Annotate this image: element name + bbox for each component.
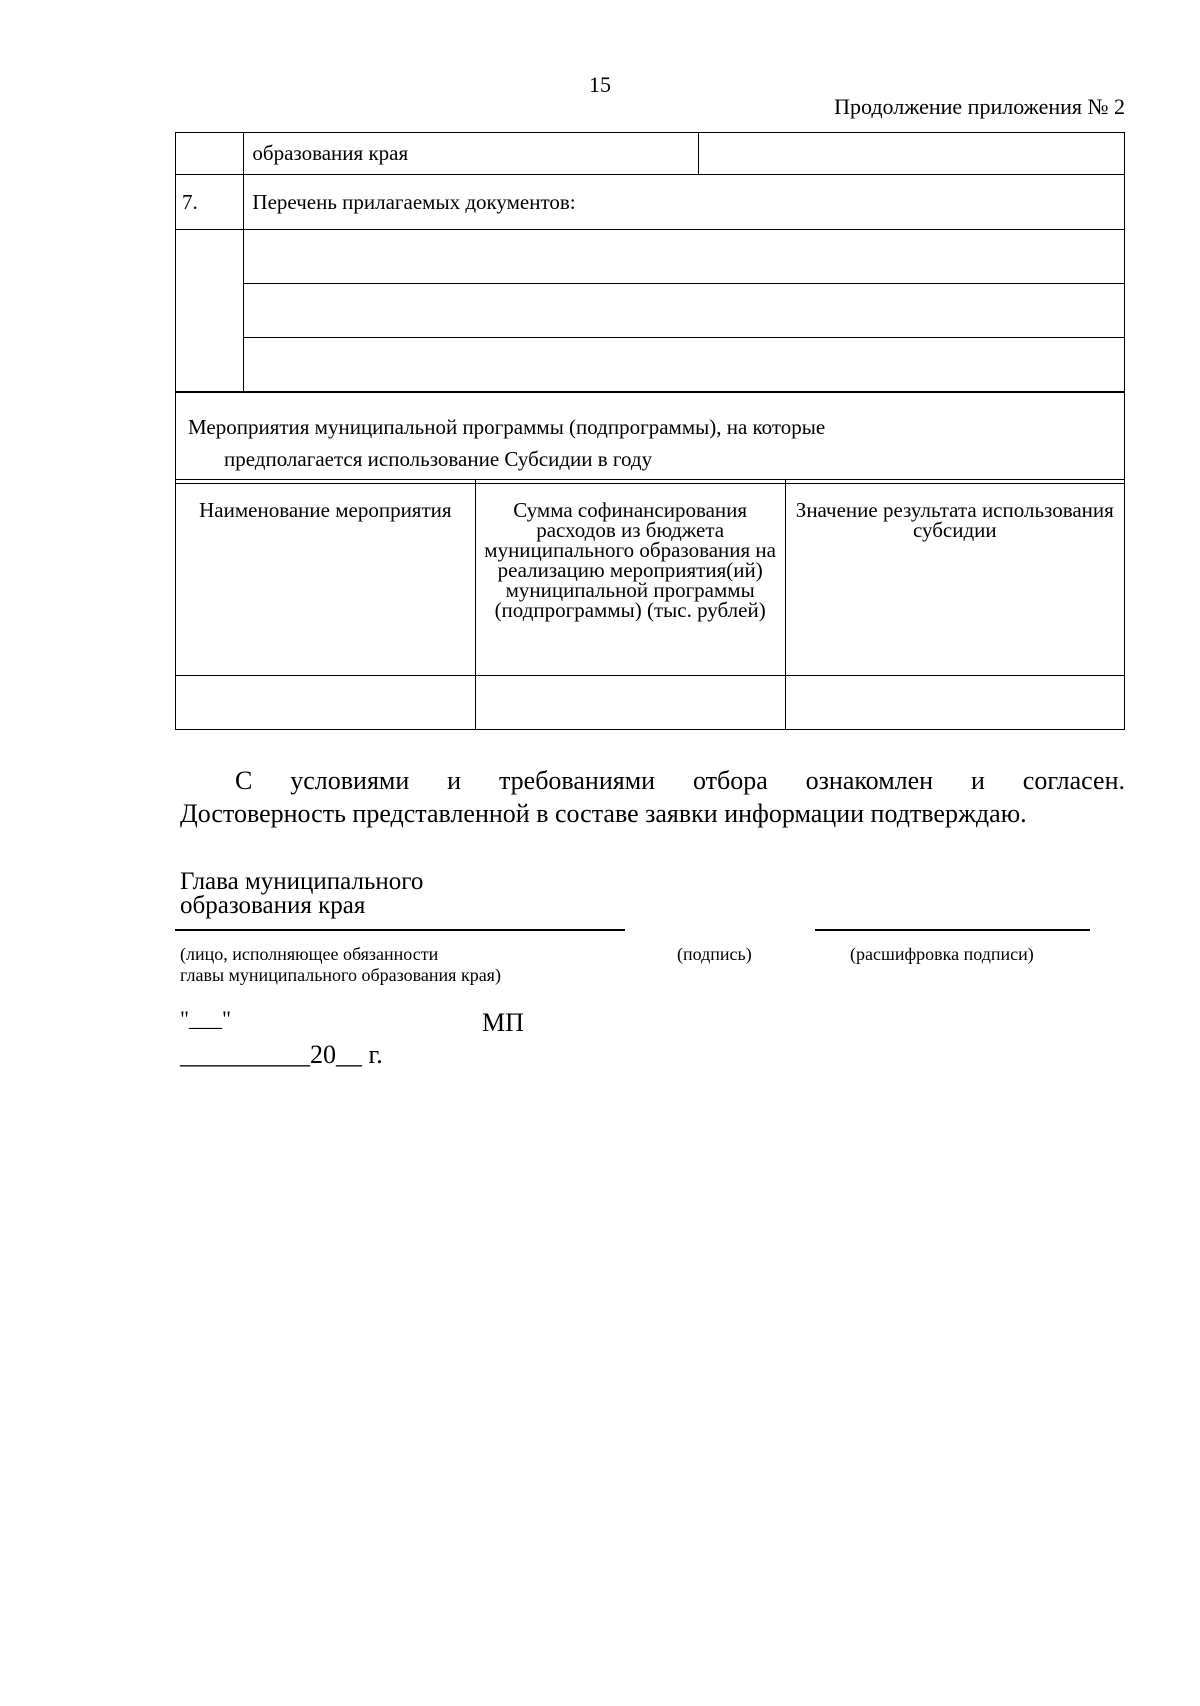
head-title-line1: Глава муниципального	[180, 868, 424, 895]
row-number: 7.	[176, 175, 244, 230]
agreement-line2: Достоверность представленной в составе заявки информации подтверждаю.	[180, 799, 1027, 828]
page-number: 15	[589, 72, 611, 97]
empty-number-cell	[176, 230, 244, 392]
empty-number-cell	[176, 133, 244, 175]
document-entry-row	[244, 338, 1125, 392]
continuation-value-cell	[699, 133, 1125, 175]
stamp-label: МП	[482, 1008, 524, 1037]
date-day: "___"	[180, 1006, 231, 1031]
caption-person-line2: главы муниципального образования края)	[180, 965, 501, 985]
document-entry-row	[244, 230, 1125, 284]
decoding-line	[815, 929, 1090, 931]
events-title-line1: Мероприятия муниципальной программы (подпрограммы), на которые	[188, 415, 826, 439]
events-title-line2: предполагается использование Субсидии в году	[224, 447, 653, 471]
caption-person-line1: (лицо, исполняющее обязанности	[180, 944, 439, 964]
column-header-result-value: Значение результата использования субсидии	[785, 480, 1124, 676]
events-table	[175, 479, 1125, 730]
table-cell	[785, 676, 1124, 730]
column-header-event-name: Наименование мероприятия	[176, 480, 476, 676]
column-header-cofinancing: Сумма софинансирования расходов из бюджета муниципального образования на реализацию мероприятия(ий) муниципальной программы (подпрограммы) (тыс. рублей)	[475, 480, 785, 676]
appendix-label: Продолжение приложения № 2	[834, 94, 1125, 119]
events-header-table	[175, 392, 1125, 484]
caption-signature: (подпись)	[677, 944, 752, 964]
documents-list-label: Перечень прилагаемых документов:	[244, 175, 1125, 230]
documents-table	[175, 132, 1125, 392]
document-entry-row	[244, 284, 1125, 338]
date-month-year: __________20__ г.	[180, 1040, 383, 1069]
table-cell	[176, 676, 476, 730]
agreement-line1: С условиями и требованиями отбора ознакомлен и согласен.	[235, 766, 1125, 795]
continuation-cell: образования края	[244, 133, 699, 175]
table-cell	[475, 676, 785, 730]
head-title-line2: образования края	[180, 892, 366, 919]
caption-person	[180, 944, 501, 986]
events-section-title	[176, 393, 1125, 484]
agreement-statement	[180, 764, 1125, 830]
head-title	[180, 870, 423, 918]
head-name-line	[175, 929, 625, 931]
caption-decoding: (расшифровка подписи)	[850, 944, 1034, 964]
